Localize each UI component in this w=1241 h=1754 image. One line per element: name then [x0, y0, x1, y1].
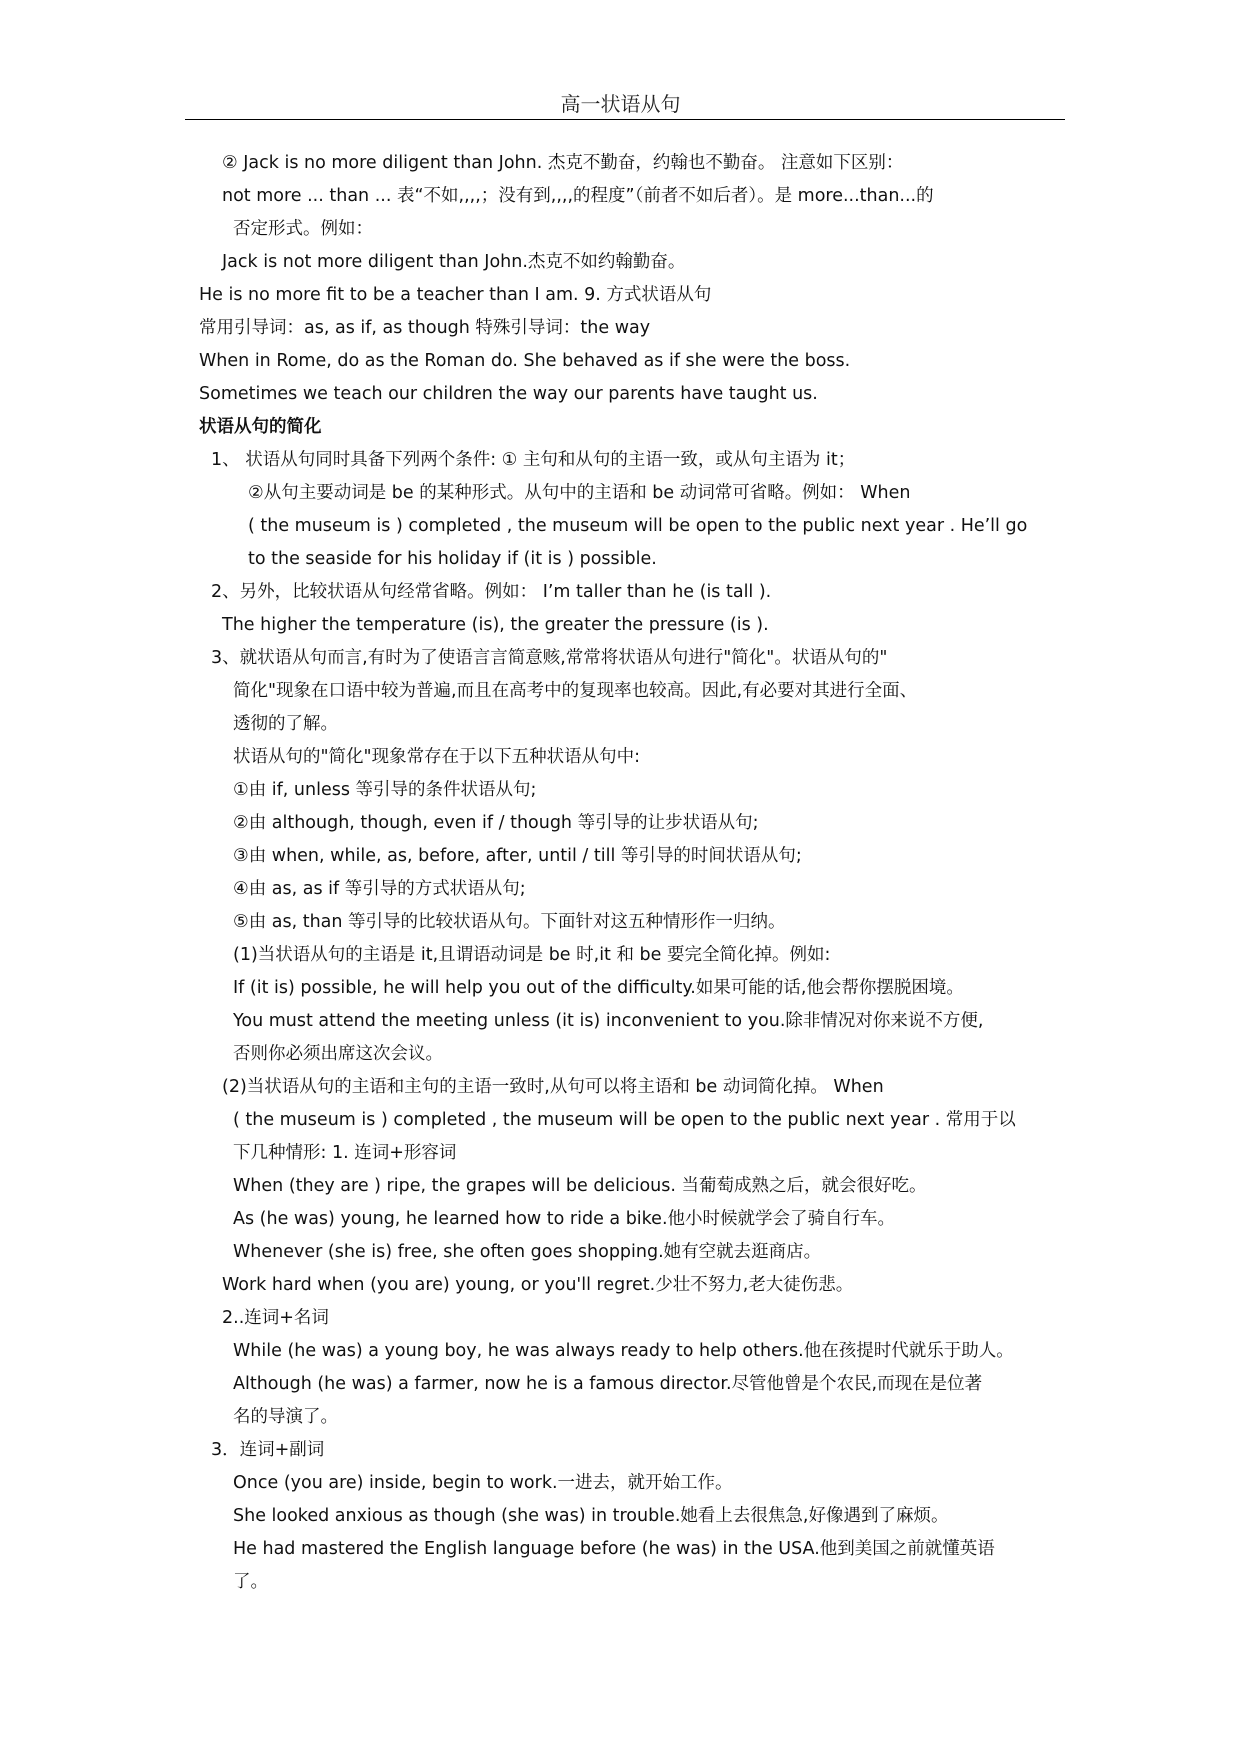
text-line: When (they are ) ripe, the grapes will be delicious. 当葡萄成熟之后，就会很好吃。: [233, 1176, 927, 1196]
text-line: ⑤由 as, than 等引导的比较状语从句。下面针对这五种情形作一归纳。: [233, 912, 786, 932]
text-line: ② Jack is no more diligent than John. 杰克不勤奋，约翰也不勤奋。 注意如下区别：: [222, 153, 904, 173]
text-line: 2、另外，比较状语从句经常省略。例如： I’m taller than he (is tall ).: [211, 582, 772, 602]
text-line: Whenever (she is) free, she often goes shopping.她有空就去逛商店。: [233, 1242, 822, 1262]
text-line: Although (he was) a farmer, now he is a famous director.尽管他曾是个农民,而现在是位著: [233, 1374, 983, 1394]
text-line: not more ... than ... 表“不如,,,,；没有到,,,,的程度”（前者不如后者）。是 more...than...的: [222, 186, 934, 206]
header-divider: [185, 119, 1065, 120]
text-line: 下几种情形: 1. 连词+形容词: [233, 1143, 457, 1163]
text-line: 名的导演了。: [233, 1407, 338, 1427]
text-line: 3、就状语从句而言,有时为了使语言言简意赅,常常将状语从句进行"简化"。状语从句的": [211, 648, 888, 668]
text-line: ④由 as, as if 等引导的方式状语从句;: [233, 879, 526, 899]
section-heading: 状语从句的简化: [199, 417, 322, 437]
text-line: ②从句主要动词是 be 的某种形式。从句中的主语和 be 动词常可省略。例如： When: [248, 483, 911, 503]
text-line: 常用引导词：as, as if, as though 特殊引导词：the way: [199, 318, 651, 338]
text-line: 否则你必须出席这次会议。: [233, 1044, 443, 1064]
text-line: You must attend the meeting unless (it is) inconvenient to you.除非情况对你来说不方便,: [233, 1011, 984, 1031]
text-line: 状语从句的"简化"现象常存在于以下五种状语从句中:: [233, 747, 640, 767]
text-line: 透彻的了解。: [233, 714, 338, 734]
text-line: 1、 状语从句同时具备下列两个条件: ① 主句和从句的主语一致，或从句主语为 it；: [211, 450, 856, 470]
text-line: He is no more fit to be a teacher than I am. 9. 方式状语从句: [199, 285, 712, 305]
text-line: While (he was) a young boy, he was always ready to help others.他在孩提时代就乐于助人。: [233, 1341, 1014, 1361]
text-line: ( the museum is ) completed , the museum will be open to the public next year . He’ll go: [248, 516, 1028, 536]
text-line: (2)当状语从句的主语和主句的主语一致时,从句可以将主语和 be 动词简化掉。 When: [222, 1077, 884, 1097]
text-line: When in Rome, do as the Roman do. She behaved as if she were the boss.: [199, 351, 851, 371]
text-line: (1)当状语从句的主语是 it,且谓语动词是 be 时,it 和 be 要完全简化掉。例如:: [233, 945, 831, 965]
text-line: 2..连词+名词: [222, 1308, 329, 1328]
text-line: to the seaside for his holiday if (it is ) possible.: [248, 549, 657, 569]
text-line: He had mastered the English language before (he was) in the USA.他到美国之前就懂英语: [233, 1539, 995, 1559]
text-line: 了。: [233, 1572, 268, 1592]
text-line: ①由 if, unless 等引导的条件状语从句;: [233, 780, 537, 800]
text-line: Work hard when (you are) young, or you'll regret.少壮不努力,老大徒伤悲。: [222, 1275, 854, 1295]
text-line: 3．连词+副词: [211, 1440, 325, 1460]
text-line: She looked anxious as though (she was) in trouble.她看上去很焦急,好像遇到了麻烦。: [233, 1506, 949, 1526]
text-line: The higher the temperature (is), the greater the pressure (is ).: [222, 615, 769, 635]
page-header-title: 高一状语从句: [560, 92, 681, 116]
text-line: Once (you are) inside, begin to work.一进去，就开始工作。: [233, 1473, 733, 1493]
text-line: ③由 when, while, as, before, after, until / till 等引导的时间状语从句;: [233, 846, 802, 866]
text-line: 简化"现象在口语中较为普遍,而且在高考中的复现率也较高。因此,有必要对其进行全面、: [233, 681, 918, 701]
text-line: If (it is) possible, he will help you out of the difficulty.如果可能的话,他会帮你摆脱困境。: [233, 978, 964, 998]
text-line: As (he was) young, he learned how to ride a bike.他小时候就学会了骑自行车。: [233, 1209, 896, 1229]
text-line: Sometimes we teach our children the way our parents have taught us.: [199, 384, 818, 404]
text-line: ②由 although, though, even if / though 等引导的让步状语从句;: [233, 813, 759, 833]
text-line: ( the museum is ) completed , the museum will be open to the public next year . 常用于以: [233, 1110, 1016, 1130]
text-line: Jack is not more diligent than John.杰克不如约翰勤奋。: [222, 252, 686, 272]
text-line: 否定形式。例如：: [233, 219, 373, 239]
